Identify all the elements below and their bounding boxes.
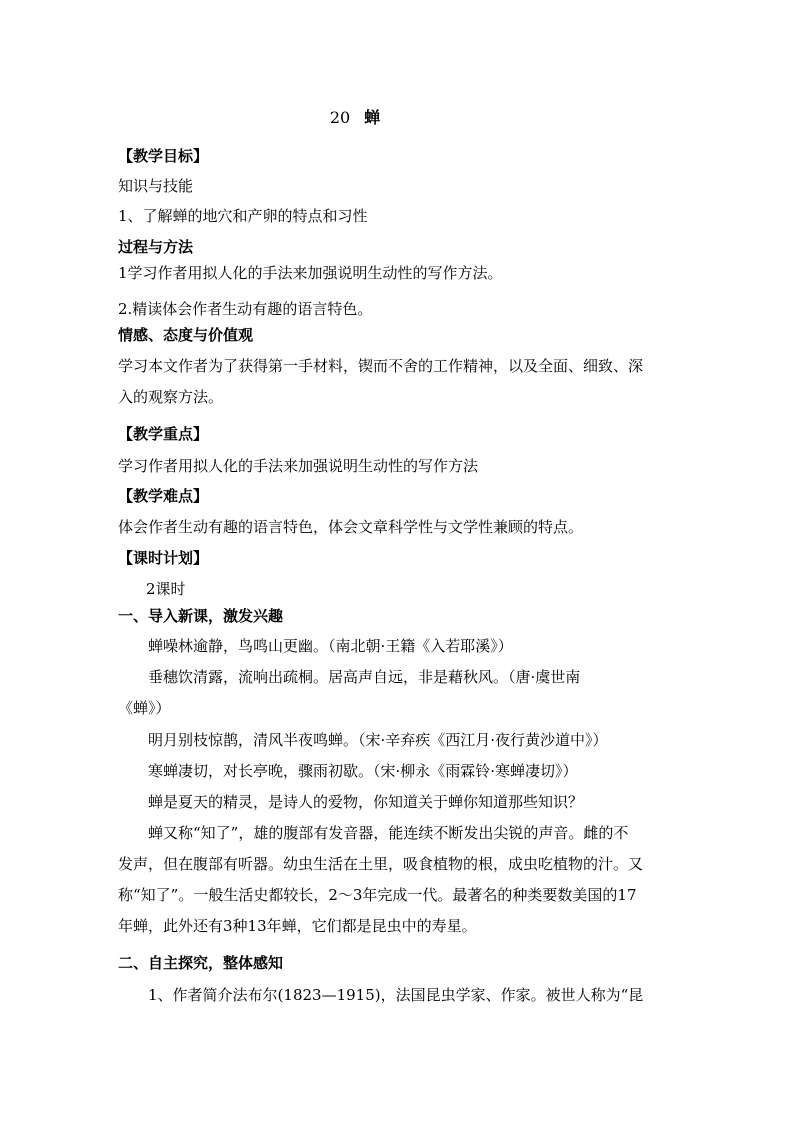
heading-teaching-goals: 【教学目标】 [118, 147, 209, 165]
paragraph-line: 称“知了”。一般生活史都较长，2～3年完成一代。最著名的种类要数美国的17 [118, 886, 637, 904]
subheading-knowledge-skills: 知识与技能 [118, 177, 194, 195]
paragraph-line: 学习作者用拟人化的手法来加强说明生动性的写作方法 [118, 457, 479, 475]
section-heading-explore: 二、自主探究，整体感知 [118, 954, 284, 972]
poem-line: 《蝉》） [118, 699, 171, 717]
goal-item: 2.精读体会作者生动有趣的语言特色。 [118, 300, 373, 318]
paragraph-line: 发声，但在腹部有听器。幼虫生活在土里，吸食植物的根，成虫吃植物的汁。又 [118, 855, 644, 873]
goal-item: 1、了解蝉的地穴和产卵的特点和习性 [118, 207, 368, 225]
heading-difficulties: 【教学难点】 [118, 487, 209, 505]
poem-line: 寒蝉凄切，对长亭晚，骤雨初歇。（宋·柳永《雨霖铃·寒蝉凄切》） [148, 762, 578, 780]
paragraph-line: 入的观察方法。 [118, 388, 224, 406]
paragraph-line: 学习本文作者为了获得第一手材料，锲而不舍的工作精神，以及全面、细致、深 [118, 357, 644, 375]
heading-key-points: 【教学重点】 [118, 425, 209, 443]
poem-line: 蝉噪林逾静，鸟鸣山更幽。（南北朝·王籍《入若耶溪》） [148, 637, 513, 655]
subheading-emotion-values: 情感、态度与价值观 [118, 326, 254, 344]
poem-line: 垂穗饮清露，流响出疏桐。居高声自远，非是藉秋风。（唐·虞世南 [148, 668, 581, 686]
document-page [118, 0, 678, 1123]
goal-item: 1学习作者用拟人化的手法来加强说明生动性的写作方法。 [118, 264, 503, 282]
section-heading-intro: 一、导入新课，激发兴趣 [118, 607, 284, 625]
subheading-process-method: 过程与方法 [118, 238, 194, 256]
paragraph-line: 年蝉，此外还有3种13年蝉，它们都是昆虫中的寿星。 [118, 917, 477, 935]
paragraph-line: 蝉又称“知了”，雄的腹部有发音器，能连续不断发出尖锐的声音。雌的不 [148, 824, 629, 842]
heading-class-plan: 【课时计划】 [118, 549, 209, 567]
lesson-number: 20 [329, 108, 351, 127]
lesson-title: 蝉 [364, 108, 381, 127]
document-title [118, 107, 592, 129]
paragraph-line: 蝉是夏天的精灵，是诗人的爱物，你知道关于蝉你知道那些知识？ [148, 793, 584, 811]
paragraph-line: 体会作者生动有趣的语言特色，体会文章科学性与文学性兼顾的特点。 [118, 518, 584, 536]
paragraph-line: 1、作者简介法布尔(1823—1915)，法国昆虫学家、作家。被世人称为“昆 [148, 986, 644, 1004]
class-count: 2课时 [146, 580, 186, 598]
poem-line: 明月别枝惊鹊，清风半夜鸣蝉。（宋·辛弃疾《西江月·夜行黄沙道中》） [148, 731, 608, 749]
